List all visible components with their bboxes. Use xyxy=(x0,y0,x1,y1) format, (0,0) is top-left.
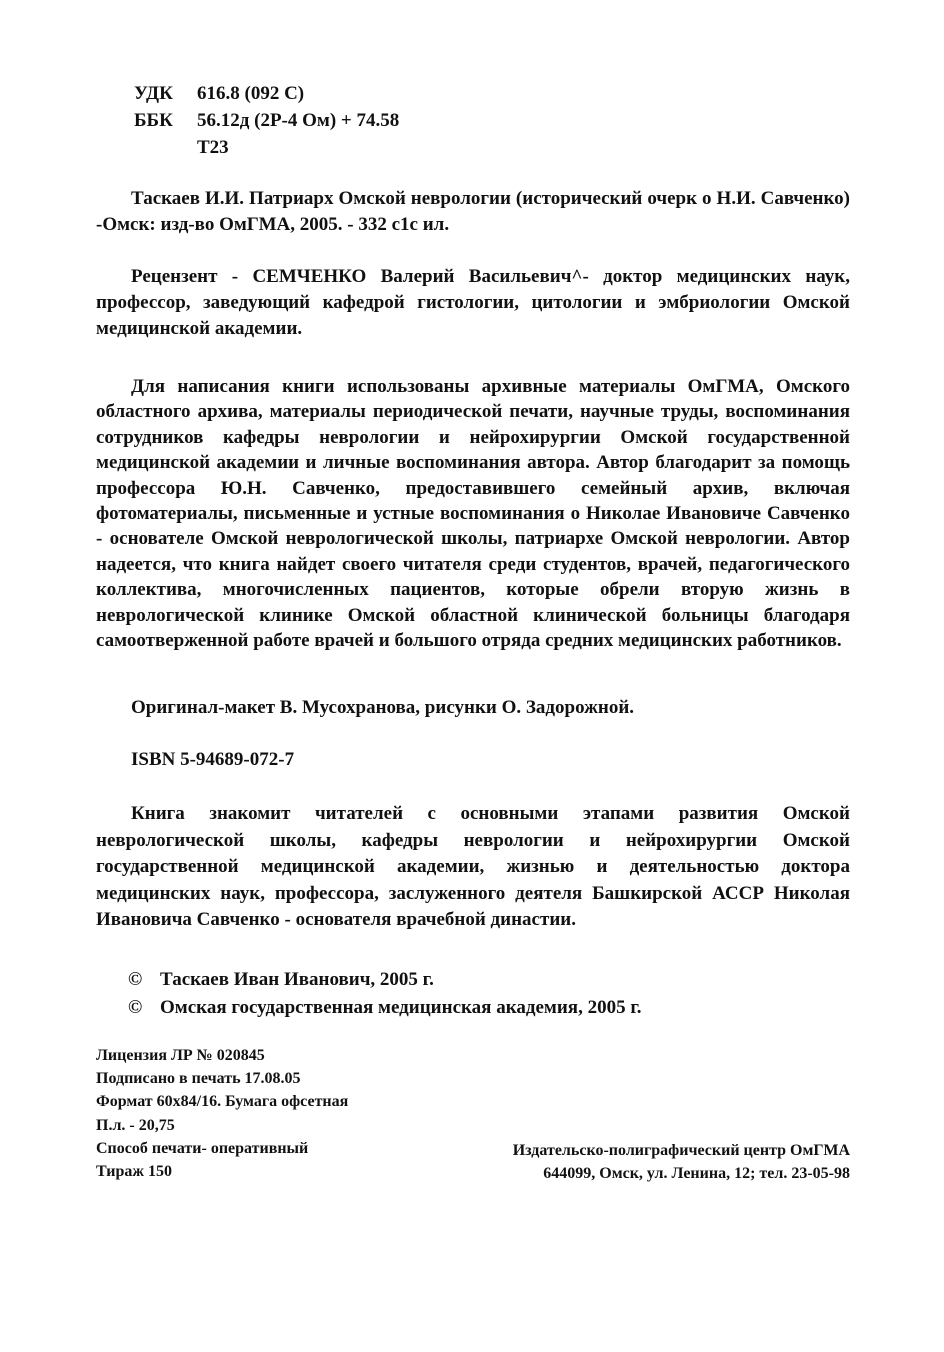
annotation-paragraph: Книга знакомит читателей с основными этапами развития Омской неврологической школы, кафедры неврологии и нейрохирургии Омской государственной медицинской академии, жизнью и деятельностью доктора медицинских наук, профессора, заслуженного деятеля Башкирской АССР Николая Ивановича Савченко - основателя врачебной династии. xyxy=(96,803,850,931)
udk-label: УДК xyxy=(134,83,173,104)
bbk-label: ББК xyxy=(134,110,173,131)
udk-row xyxy=(134,80,399,107)
udk-value: 616.8 (092 С) xyxy=(197,83,305,104)
print-run-line: Тираж 150 xyxy=(96,1163,172,1181)
classification-codes xyxy=(134,80,399,161)
format-line: Формат 60х84/16. Бумага офсетная xyxy=(96,1093,349,1111)
publisher-address: 644099, Омск, ул. Ленина, 12; тел. 23-05-98 xyxy=(543,1165,850,1183)
bbk-value: 56.12д (2Р-4 Ом) + 74.58 xyxy=(197,110,400,131)
printed-sheets-line: П.л. - 20,75 xyxy=(96,1116,175,1134)
bbk-row xyxy=(134,107,399,134)
publisher-name: Издательско-полиграфический центр ОмГМА xyxy=(512,1142,850,1159)
bibliographic-citation: Таскаев И.И. Патриарх Омской неврологии (исторический очерк о Н.И. Савченко) -Омск: изд-во ОмГМА, 2005. - 332 с1с ил. xyxy=(96,188,850,235)
copyright-line-author xyxy=(128,966,642,994)
copyright-author-text: Таскаев Иван Иванович, 2005 г. xyxy=(160,969,434,990)
imprint-block xyxy=(96,1044,348,1183)
license-line: Лицензия ЛР № 020845 xyxy=(96,1047,265,1064)
author-mark-row xyxy=(134,134,399,161)
publisher-block xyxy=(513,1139,850,1185)
copyright-academy-text: Омская государственная медицинская академия, 2005 г. xyxy=(160,997,642,1018)
reviewer-note: Рецензент - СЕМЧЕНКО Валерий Васильевич^- доктор медицинских наук, профессор, заведующий кафедрой гистологии, цитологии и эмбриологии Омской медицинской академии. xyxy=(96,266,850,339)
sources-paragraph: Для написания книги использованы архивные материалы ОмГМА, Омского областного архива, материалы периодической печати, научные труды, воспоминания сотрудников кафедры неврологии и нейрохирургии Омской государственной медицинской академии и личные воспоминания автора. Автор благодарит за помощь профессора Ю.Н. Савченко, предоставившего семейный архив, включая фотоматериалы, письменные и устные воспоминания о Николае Ивановиче Савченко - основателе Омской неврологической школы, патриархе Омской неврологии. Автор надеется, что книга найдет своего читателя среди студентов, врачей, педагогического коллектива, многочисленных пациентов, которые обрели вторую жизнь в неврологической клинике Омской областной клинической больницы благодаря самоотверженной работе врачей и большого отряда средних медицинских работников. xyxy=(96,376,850,652)
copyright-block xyxy=(128,966,642,1022)
copyright-symbol: © xyxy=(128,969,143,990)
copyright-symbol: © xyxy=(128,997,143,1018)
layout-credits: Оригинал-макет В. Мусохранова, рисунки О. Задорожной. xyxy=(131,697,635,718)
isbn: ISBN 5-94689-072-7 xyxy=(131,749,295,770)
signed-to-print-line: Подписано в печать 17.08.05 xyxy=(96,1070,301,1088)
print-method-line: Способ печати- оперативный xyxy=(96,1139,309,1157)
copyright-line-academy xyxy=(128,994,642,1022)
author-mark: Т23 xyxy=(197,137,229,158)
